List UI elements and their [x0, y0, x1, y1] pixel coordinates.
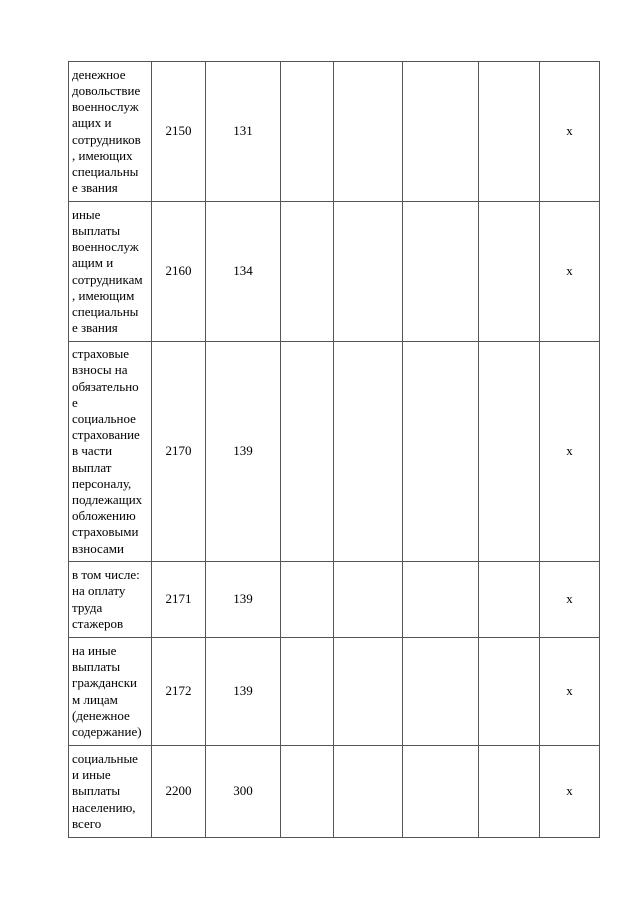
row-name-line: , имеющих: [72, 147, 133, 163]
row-code-cell: 2170: [152, 342, 206, 562]
row-code-cell: 2150: [152, 62, 206, 202]
empty-cell: [479, 638, 540, 746]
row-name-line: сотрудникам: [72, 271, 143, 287]
row-name-line: м лицам: [72, 691, 118, 707]
row-name-line: выплаты: [72, 783, 121, 799]
row-name-line: ащих и: [72, 115, 112, 131]
row-mark-cell: x: [540, 638, 600, 746]
empty-cell: [334, 62, 403, 202]
row-mark-cell: x: [540, 202, 600, 342]
row-name-line: страхование: [72, 427, 140, 443]
empty-cell: [281, 62, 334, 202]
empty-cell: [334, 638, 403, 746]
row-name-line: социальное: [72, 410, 136, 426]
row-name-line: взносами: [72, 540, 124, 556]
row-name-line: специальны: [72, 303, 139, 319]
empty-cell: [479, 562, 540, 638]
empty-cell: [334, 342, 403, 562]
empty-cell: [479, 202, 540, 342]
table-row: [69, 562, 600, 638]
row-name-line: граждански: [72, 675, 137, 691]
row-kosgu-cell: 139: [206, 342, 281, 562]
row-name-line: содержание): [72, 723, 142, 739]
empty-cell: [403, 62, 479, 202]
empty-cell: [281, 202, 334, 342]
budget-table: [68, 61, 600, 838]
row-name-cell: [69, 562, 152, 638]
row-name-line: специальны: [72, 163, 139, 179]
row-mark-cell: x: [540, 62, 600, 202]
empty-cell: [479, 62, 540, 202]
row-name-line: населению,: [72, 799, 136, 815]
row-name-line: сотрудников: [72, 131, 141, 147]
row-name-line: выплаты: [72, 222, 121, 238]
row-name-line: военнослуж: [72, 99, 139, 115]
row-name-cell: [69, 202, 152, 342]
row-name-line: всего: [72, 815, 102, 831]
row-name-line: е звания: [72, 180, 118, 196]
row-name-line: е: [72, 394, 78, 410]
table-row: [69, 202, 600, 342]
row-name-line: в том числе:: [72, 567, 140, 583]
table-row: [69, 746, 600, 838]
row-name-line: (денежное: [72, 707, 130, 723]
row-name-line: в части: [72, 443, 113, 459]
row-name-line: стажеров: [72, 615, 124, 631]
row-code-cell: 2200: [152, 746, 206, 838]
empty-cell: [281, 562, 334, 638]
empty-cell: [479, 746, 540, 838]
empty-cell: [334, 562, 403, 638]
table-row: [69, 62, 600, 202]
row-name-line: военнослуж: [72, 239, 139, 255]
row-mark-cell: x: [540, 746, 600, 838]
row-name-line: е звания: [72, 320, 118, 336]
empty-cell: [281, 638, 334, 746]
row-code-cell: 2172: [152, 638, 206, 746]
row-name-cell: [69, 62, 152, 202]
empty-cell: [403, 562, 479, 638]
row-name-line: взносы на: [72, 362, 128, 378]
row-mark-cell: x: [540, 342, 600, 562]
row-name-line: , имеющим: [72, 287, 135, 303]
empty-cell: [403, 746, 479, 838]
row-name-line: выплат: [72, 459, 112, 475]
row-name-line: персоналу,: [72, 475, 132, 491]
row-name-cell: [69, 746, 152, 838]
row-name-line: страховыми: [72, 524, 139, 540]
row-code-cell: 2171: [152, 562, 206, 638]
row-name-line: обязательно: [72, 378, 139, 394]
empty-cell: [403, 202, 479, 342]
row-name-line: подлежащих: [72, 492, 143, 507]
empty-cell: [334, 202, 403, 342]
table-body: [69, 62, 600, 838]
row-name-line: выплаты: [72, 659, 121, 675]
empty-cell: [403, 342, 479, 562]
row-name-cell: [69, 342, 152, 562]
empty-cell: [281, 342, 334, 562]
row-name-line: ащим и: [72, 255, 114, 271]
empty-cell: [281, 746, 334, 838]
row-name-cell: [69, 638, 152, 746]
row-kosgu-cell: 139: [206, 562, 281, 638]
empty-cell: [479, 342, 540, 562]
row-kosgu-cell: 300: [206, 746, 281, 838]
empty-cell: [334, 746, 403, 838]
empty-cell: [403, 638, 479, 746]
row-code-cell: 2160: [152, 202, 206, 342]
row-name-line: обложению: [72, 508, 136, 524]
row-name-line: труда: [72, 599, 103, 615]
table-row: [69, 638, 600, 746]
row-name-line: на иные: [72, 642, 117, 658]
row-kosgu-cell: 134: [206, 202, 281, 342]
row-name-line: довольствие: [72, 82, 141, 98]
row-name-line: на оплату: [72, 583, 126, 599]
row-name-line: денежное: [72, 66, 126, 82]
row-kosgu-cell: 139: [206, 638, 281, 746]
row-mark-cell: x: [540, 562, 600, 638]
row-name-line: страховые: [72, 346, 130, 362]
row-kosgu-cell: 131: [206, 62, 281, 202]
table-row: [69, 342, 600, 562]
row-name-line: иные: [72, 206, 101, 222]
row-name-line: и иные: [72, 767, 111, 783]
row-name-line: социальные: [72, 750, 138, 766]
